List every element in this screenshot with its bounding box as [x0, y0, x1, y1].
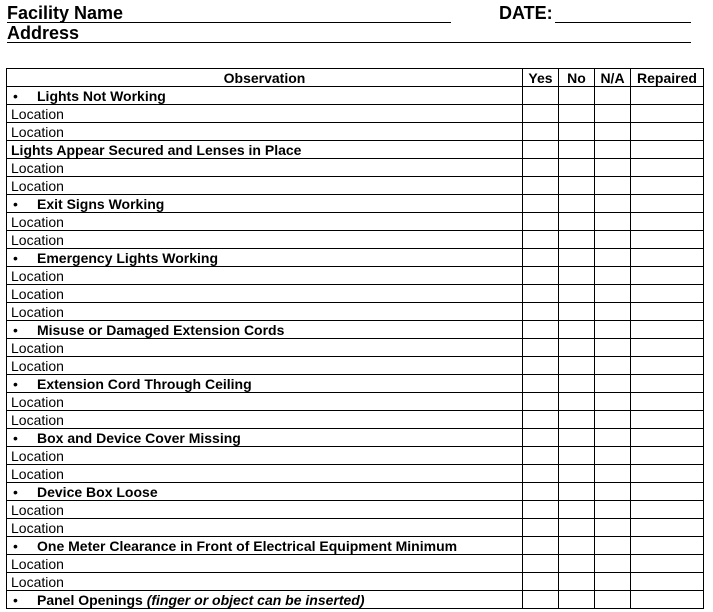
- checkbox-cell-repaired[interactable]: [631, 483, 704, 501]
- section-row: [7, 483, 704, 501]
- location-cell: Location: [7, 159, 523, 177]
- checkbox-cell-no[interactable]: [559, 321, 595, 339]
- checkbox-cell-na[interactable]: [595, 465, 631, 483]
- column-header-observation: Observation: [7, 69, 523, 87]
- bullet-icon: •: [13, 249, 18, 266]
- checkbox-cell-na[interactable]: [595, 375, 631, 393]
- checkbox-cell-repaired[interactable]: [631, 87, 704, 105]
- checkbox-cell-no[interactable]: [559, 213, 595, 231]
- checkbox-cell-no[interactable]: [559, 87, 595, 105]
- observation-section-cell: [7, 141, 523, 159]
- location-cell: Location: [7, 393, 523, 411]
- checkbox-cell-no[interactable]: [559, 357, 595, 375]
- checkbox-cell-yes[interactable]: [523, 339, 559, 357]
- section-title: Emergency Lights Working: [37, 249, 218, 266]
- checkbox-cell-repaired[interactable]: [631, 393, 704, 411]
- checkbox-cell-repaired[interactable]: [631, 501, 704, 519]
- checkbox-cell-no[interactable]: [559, 339, 595, 357]
- checkbox-cell-no[interactable]: [559, 267, 595, 285]
- checkbox-cell-yes[interactable]: [523, 393, 559, 411]
- checkbox-cell-yes[interactable]: [523, 429, 559, 447]
- location-row: [7, 465, 704, 483]
- section-title: Panel Openings: [37, 591, 147, 608]
- checkbox-cell-repaired[interactable]: [631, 429, 704, 447]
- checkbox-cell-no[interactable]: [559, 519, 595, 537]
- checkbox-cell-no[interactable]: [559, 447, 595, 465]
- checkbox-cell-yes[interactable]: [523, 591, 559, 609]
- checkbox-cell-no[interactable]: [559, 303, 595, 321]
- location-row: [7, 105, 704, 123]
- observation-table: [6, 68, 704, 609]
- checkbox-cell-yes[interactable]: [523, 303, 559, 321]
- checkbox-cell-repaired[interactable]: [631, 357, 704, 375]
- checkbox-cell-na[interactable]: [595, 231, 631, 249]
- checkbox-cell-repaired[interactable]: [631, 159, 704, 177]
- location-cell: Location: [7, 177, 523, 195]
- bullet-icon: •: [13, 87, 18, 104]
- section-title: Box and Device Cover Missing: [37, 429, 241, 446]
- checkbox-cell-repaired[interactable]: [631, 213, 704, 231]
- observation-section-cell: [7, 87, 523, 105]
- checkbox-cell-no[interactable]: [559, 501, 595, 519]
- location-cell: Location: [7, 231, 523, 249]
- checkbox-cell-repaired[interactable]: [631, 123, 704, 141]
- checkbox-cell-repaired[interactable]: [631, 537, 704, 555]
- section-row: [7, 87, 704, 105]
- checkbox-cell-yes[interactable]: [523, 213, 559, 231]
- bullet-icon: •: [13, 591, 18, 608]
- section-title: Lights Appear Secured and Lenses in Place: [11, 141, 302, 158]
- checkbox-cell-yes[interactable]: [523, 267, 559, 285]
- section-row: [7, 375, 704, 393]
- checkbox-cell-repaired[interactable]: [631, 231, 704, 249]
- section-row: [7, 141, 704, 159]
- checkbox-cell-yes[interactable]: [523, 483, 559, 501]
- checkbox-cell-no[interactable]: [559, 555, 595, 573]
- bullet-icon: •: [13, 537, 18, 554]
- location-row: [7, 177, 704, 195]
- checkbox-cell-no[interactable]: [559, 591, 595, 609]
- checkbox-cell-repaired[interactable]: [631, 573, 704, 591]
- section-row: [7, 537, 704, 555]
- section-title: Device Box Loose: [37, 483, 158, 500]
- checkbox-cell-no[interactable]: [559, 159, 595, 177]
- checkbox-cell-na[interactable]: [595, 321, 631, 339]
- section-row: [7, 195, 704, 213]
- checkbox-cell-na[interactable]: [595, 87, 631, 105]
- checkbox-cell-na[interactable]: [595, 249, 631, 267]
- checkbox-cell-yes[interactable]: [523, 447, 559, 465]
- checkbox-cell-na[interactable]: [595, 429, 631, 447]
- location-cell: Location: [7, 213, 523, 231]
- location-row: [7, 357, 704, 375]
- checkbox-cell-repaired[interactable]: [631, 321, 704, 339]
- location-row: [7, 393, 704, 411]
- checkbox-cell-na[interactable]: [595, 195, 631, 213]
- checkbox-cell-yes[interactable]: [523, 375, 559, 393]
- checkbox-cell-repaired[interactable]: [631, 339, 704, 357]
- checkbox-cell-na[interactable]: [595, 357, 631, 375]
- checkbox-cell-repaired[interactable]: [631, 447, 704, 465]
- location-row: [7, 123, 704, 141]
- checkbox-cell-yes[interactable]: [523, 501, 559, 519]
- observation-section-cell: [7, 375, 523, 393]
- checkbox-cell-no[interactable]: [559, 411, 595, 429]
- location-row: [7, 285, 704, 303]
- checkbox-cell-na[interactable]: [595, 483, 631, 501]
- checkbox-cell-repaired[interactable]: [631, 375, 704, 393]
- location-cell: Location: [7, 105, 523, 123]
- location-cell: Location: [7, 411, 523, 429]
- location-cell: Location: [7, 285, 523, 303]
- checkbox-cell-na[interactable]: [595, 393, 631, 411]
- location-cell: Location: [7, 303, 523, 321]
- checkbox-cell-no[interactable]: [559, 537, 595, 555]
- checkbox-cell-na[interactable]: [595, 339, 631, 357]
- checkbox-cell-na[interactable]: [595, 141, 631, 159]
- checkbox-cell-yes[interactable]: [523, 465, 559, 483]
- checkbox-cell-yes[interactable]: [523, 285, 559, 303]
- checkbox-cell-no[interactable]: [559, 393, 595, 411]
- section-title: Lights Not Working: [37, 87, 166, 104]
- checkbox-cell-repaired[interactable]: [631, 267, 704, 285]
- checkbox-cell-repaired[interactable]: [631, 303, 704, 321]
- checkbox-cell-yes[interactable]: [523, 195, 559, 213]
- checkbox-cell-no[interactable]: [559, 465, 595, 483]
- location-row: [7, 231, 704, 249]
- location-row: [7, 411, 704, 429]
- location-cell: Location: [7, 447, 523, 465]
- checkbox-cell-repaired[interactable]: [631, 141, 704, 159]
- column-header-yes: Yes: [523, 69, 559, 87]
- checkbox-cell-na[interactable]: [595, 501, 631, 519]
- observation-section-cell: [7, 483, 523, 501]
- observation-section-cell: [7, 321, 523, 339]
- date-line[interactable]: [555, 22, 691, 23]
- checkbox-cell-na[interactable]: [595, 213, 631, 231]
- bullet-icon: •: [13, 321, 18, 338]
- checkbox-cell-repaired[interactable]: [631, 195, 704, 213]
- checkbox-cell-na[interactable]: [595, 285, 631, 303]
- section-title: One Meter Clearance in Front of Electrical Equipment Minimum: [37, 537, 458, 554]
- location-row: [7, 555, 704, 573]
- checkbox-cell-yes[interactable]: [523, 141, 559, 159]
- location-cell: Location: [7, 123, 523, 141]
- location-cell: Location: [7, 357, 523, 375]
- checkbox-cell-na[interactable]: [595, 519, 631, 537]
- checkbox-cell-yes[interactable]: [523, 123, 559, 141]
- checkbox-cell-yes[interactable]: [523, 519, 559, 537]
- checkbox-cell-repaired[interactable]: [631, 177, 704, 195]
- checkbox-cell-na[interactable]: [595, 537, 631, 555]
- section-note: (finger or object can be inserted): [146, 591, 365, 608]
- checkbox-cell-yes[interactable]: [523, 555, 559, 573]
- observation-section-cell: [7, 591, 523, 609]
- checkbox-cell-yes[interactable]: [523, 249, 559, 267]
- observation-section-cell: [7, 429, 523, 447]
- checkbox-cell-na[interactable]: [595, 105, 631, 123]
- section-row: [7, 249, 704, 267]
- checkbox-cell-no[interactable]: [559, 231, 595, 249]
- address-label: Address: [7, 23, 80, 43]
- checkbox-cell-yes[interactable]: [523, 87, 559, 105]
- checkbox-cell-na[interactable]: [595, 573, 631, 591]
- address-line[interactable]: [7, 42, 691, 43]
- checkbox-cell-yes[interactable]: [523, 411, 559, 429]
- location-cell: Location: [7, 465, 523, 483]
- checkbox-cell-na[interactable]: [595, 267, 631, 285]
- checkbox-cell-yes[interactable]: [523, 357, 559, 375]
- checkbox-cell-yes[interactable]: [523, 573, 559, 591]
- facility-name-label: Facility Name: [7, 3, 124, 23]
- location-row: [7, 519, 704, 537]
- location-row: [7, 501, 704, 519]
- location-cell: Location: [7, 519, 523, 537]
- bullet-icon: •: [13, 195, 18, 212]
- section-row: [7, 429, 704, 447]
- checkbox-cell-no[interactable]: [559, 177, 595, 195]
- checkbox-cell-no[interactable]: [559, 249, 595, 267]
- checkbox-cell-no[interactable]: [559, 105, 595, 123]
- location-row: [7, 339, 704, 357]
- location-row: [7, 573, 704, 591]
- checkbox-cell-repaired[interactable]: [631, 249, 704, 267]
- checkbox-cell-yes[interactable]: [523, 231, 559, 249]
- checkbox-cell-no[interactable]: [559, 141, 595, 159]
- checkbox-cell-repaired[interactable]: [631, 285, 704, 303]
- location-row: [7, 159, 704, 177]
- checkbox-cell-repaired[interactable]: [631, 519, 704, 537]
- checkbox-cell-na[interactable]: [595, 447, 631, 465]
- checkbox-cell-yes[interactable]: [523, 177, 559, 195]
- checkbox-cell-no[interactable]: [559, 195, 595, 213]
- location-cell: Location: [7, 267, 523, 285]
- checkbox-cell-na[interactable]: [595, 303, 631, 321]
- bullet-icon: •: [13, 375, 18, 392]
- column-header-na: N/A: [595, 69, 631, 87]
- location-row: [7, 267, 704, 285]
- location-row: [7, 303, 704, 321]
- checkbox-cell-na[interactable]: [595, 177, 631, 195]
- checkbox-cell-yes[interactable]: [523, 159, 559, 177]
- location-row: [7, 213, 704, 231]
- checkbox-cell-yes[interactable]: [523, 321, 559, 339]
- column-header-no: No: [559, 69, 595, 87]
- bullet-icon: •: [13, 483, 18, 500]
- observation-section-cell: [7, 249, 523, 267]
- column-header-repaired: Repaired: [631, 69, 704, 87]
- section-title: Misuse or Damaged Extension Cords: [37, 321, 285, 338]
- checkbox-cell-repaired[interactable]: [631, 555, 704, 573]
- table-header-row: [7, 69, 704, 87]
- checkbox-cell-repaired[interactable]: [631, 105, 704, 123]
- section-row: [7, 591, 704, 609]
- checkbox-cell-no[interactable]: [559, 573, 595, 591]
- checkbox-cell-no[interactable]: [559, 429, 595, 447]
- section-row: [7, 321, 704, 339]
- checkbox-cell-repaired[interactable]: [631, 591, 704, 609]
- checkbox-cell-na[interactable]: [595, 555, 631, 573]
- location-cell: Location: [7, 339, 523, 357]
- location-row: [7, 447, 704, 465]
- location-cell: Location: [7, 501, 523, 519]
- section-title: Exit Signs Working: [37, 195, 165, 212]
- checkbox-cell-repaired[interactable]: [631, 465, 704, 483]
- observation-section-cell: [7, 537, 523, 555]
- date-label: DATE:: [499, 3, 553, 23]
- location-cell: Location: [7, 573, 523, 591]
- section-title: Extension Cord Through Ceiling: [37, 375, 252, 392]
- location-cell: Location: [7, 555, 523, 573]
- checkbox-cell-yes[interactable]: [523, 537, 559, 555]
- checkbox-cell-repaired[interactable]: [631, 411, 704, 429]
- checkbox-cell-na[interactable]: [595, 159, 631, 177]
- checkbox-cell-no[interactable]: [559, 483, 595, 501]
- checkbox-cell-na[interactable]: [595, 411, 631, 429]
- checkbox-cell-no[interactable]: [559, 285, 595, 303]
- checkbox-cell-no[interactable]: [559, 123, 595, 141]
- checkbox-cell-na[interactable]: [595, 591, 631, 609]
- checkbox-cell-na[interactable]: [595, 123, 631, 141]
- checkbox-cell-yes[interactable]: [523, 105, 559, 123]
- bullet-icon: •: [13, 429, 18, 446]
- observation-section-cell: [7, 195, 523, 213]
- checkbox-cell-no[interactable]: [559, 375, 595, 393]
